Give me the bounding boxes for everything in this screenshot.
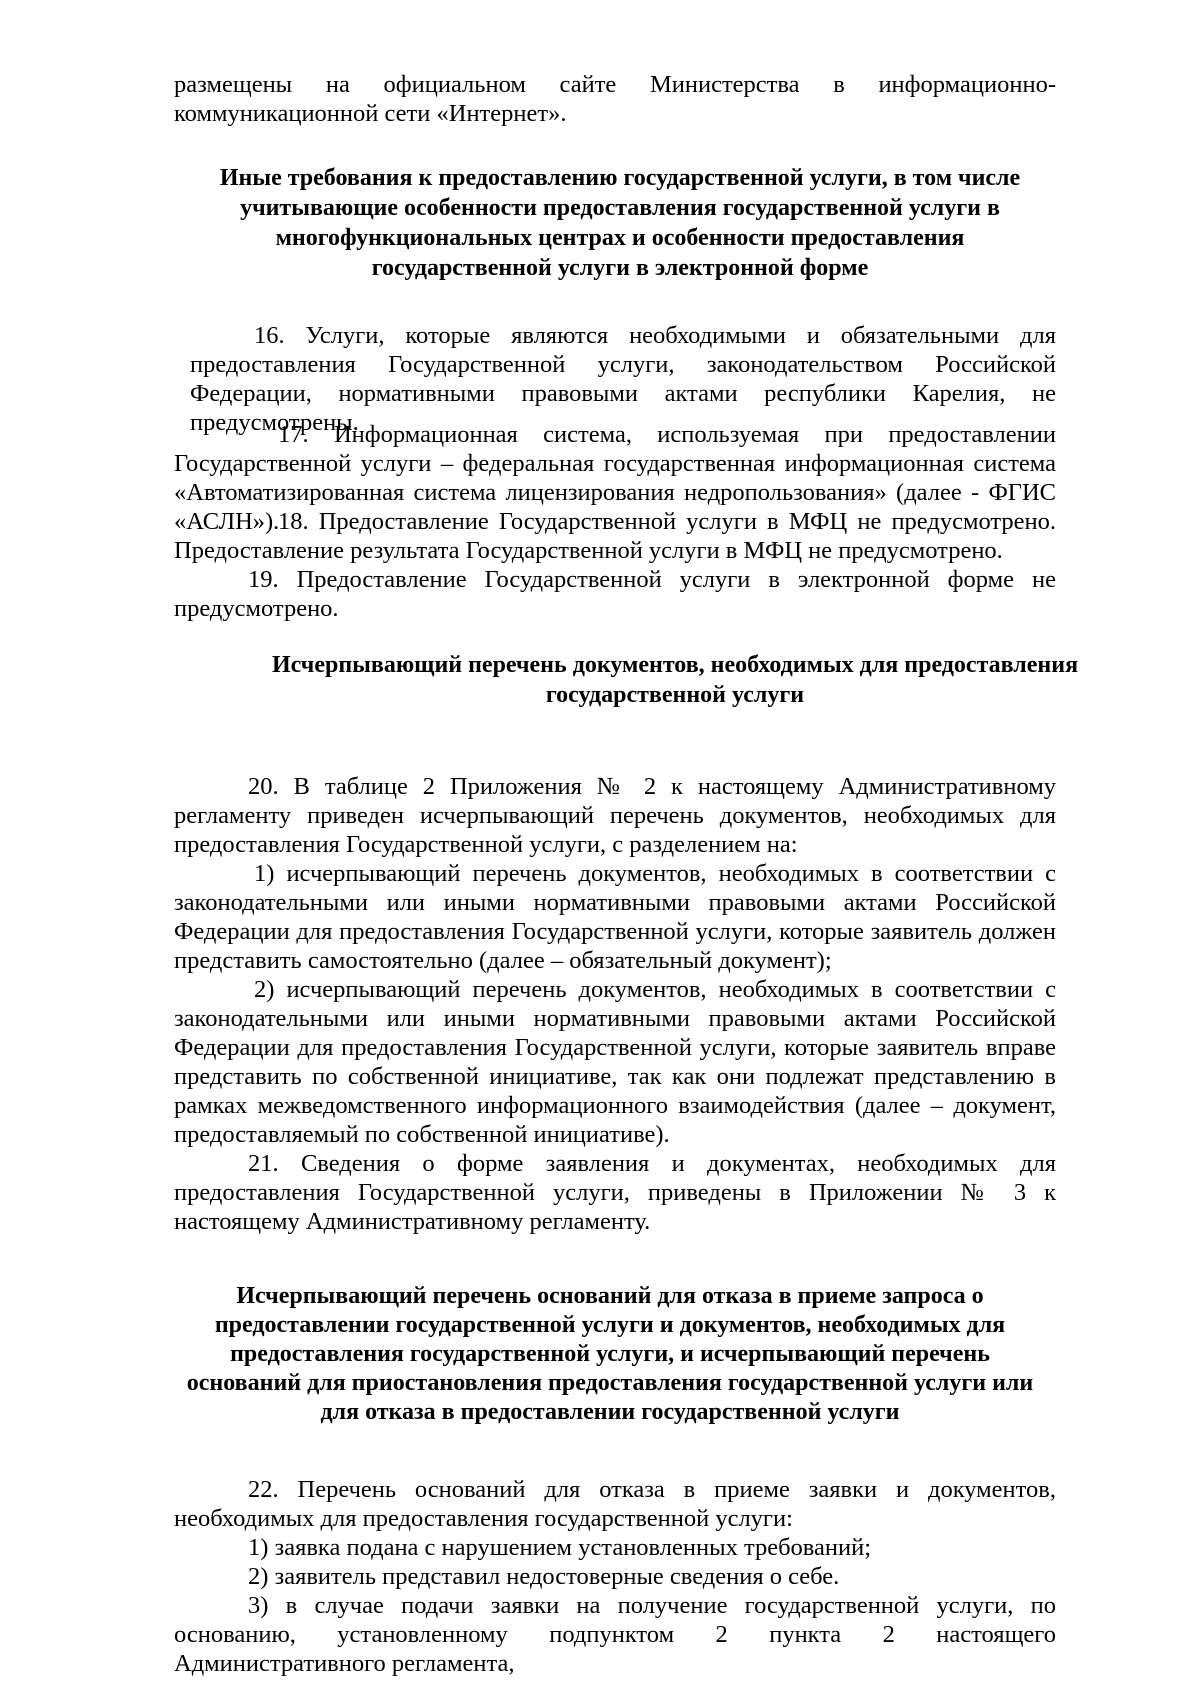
paragraph-20-item-1: 1) исчерпывающий перечень документов, необходимых в соответствии с законодательными или иными нормативными правовыми актами Российской Федерации для предоставления Государственной услуги, которые заявитель должен представить самостоятельно (далее – обязательный документ); bbox=[174, 860, 1056, 974]
paragraph-20-item-2: 2) исчерпывающий перечень документов, необходимых в соответствии с законодательными или иными нормативными правовыми актами Российской Федерации для предоставления Государственной услуги, которые заявитель вправе представить по собственной инициативе, так как они подлежат представлению в рамках межведомственного информационного взаимодействия (далее – документ, предоставляемый по собственной инициативе). bbox=[174, 976, 1056, 1148]
paragraph-19: 19. Предоставление Государственной услуги в электронной форме не предусмотрено. bbox=[174, 566, 1056, 622]
paragraph-22-item-3: 3) в случае подачи заявки на получение государственной услуги, по основанию, установленному подпунктом 2 пункта 2 настоящего Административного регламента, bbox=[174, 1592, 1056, 1677]
section-heading-documents: Исчерпывающий перечень документов, необходимых для предоставления государственной услуги bbox=[271, 652, 1079, 708]
section-heading-refusal-grounds: Исчерпывающий перечень оснований для отказа в приеме запроса о предоставлении государственной услуги и документов, необходимых для предоставления государственной услуги, и исчерпывающий перечень оснований для приостановления предоставления государственной услуги или для отказа в предоставлении государственной услуги bbox=[186, 1283, 1034, 1425]
intro-paragraph: размещены на официальном сайте Министерства в информационно-коммуникационной сети «Интернет». bbox=[174, 71, 1056, 127]
paragraph-22-item-1: 1) заявка подана с нарушением установленных требований; bbox=[248, 1534, 872, 1561]
paragraph-22-item-2: 2) заявитель представил недостоверные сведения о себе. bbox=[248, 1563, 840, 1590]
paragraph-17: 17. Информационная система, используемая при предоставлении Государственной услуги – федеральная государственная информационная система «Автоматизированная система лицензирования недропользования» (далее - ФГИС «АСЛН»). bbox=[174, 421, 1056, 535]
paragraph-21: 21. Сведения о форме заявления и документах, необходимых для предоставления Государственной услуги, приведены в Приложении № 3 к настоящему Административному регламенту. bbox=[174, 1150, 1056, 1235]
paragraph-16: 16. Услуги, которые являются необходимыми и обязательными для предоставления Государственной услуги, законодательством Российской Федерации, нормативными правовыми актами республики Карелия, не предусмотрены. bbox=[190, 322, 1056, 436]
section-heading-other-requirements: Иные требования к предоставлению государственной услуги, в том числе учитывающие особенности предоставления государственной услуги в многофункциональных центрах и особенности предоставления государственной услуги в электронной форме bbox=[219, 165, 1021, 281]
paragraph-22: 22. Перечень оснований для отказа в приеме заявки и документов, необходимых для предоставления государственной услуги: bbox=[174, 1476, 1056, 1532]
paragraph-20: 20. В таблице 2 Приложения № 2 к настоящему Административному регламенту приведен исчерпывающий перечень документов, необходимых для предоставления Государственной услуги, с разделением на: bbox=[174, 773, 1056, 858]
paragraph-18: 18. Предоставление Государственной услуги в МФЦ не предусмотрено. Предоставление результата Государственной услуги в МФЦ не предусмотрено. bbox=[174, 508, 1056, 564]
